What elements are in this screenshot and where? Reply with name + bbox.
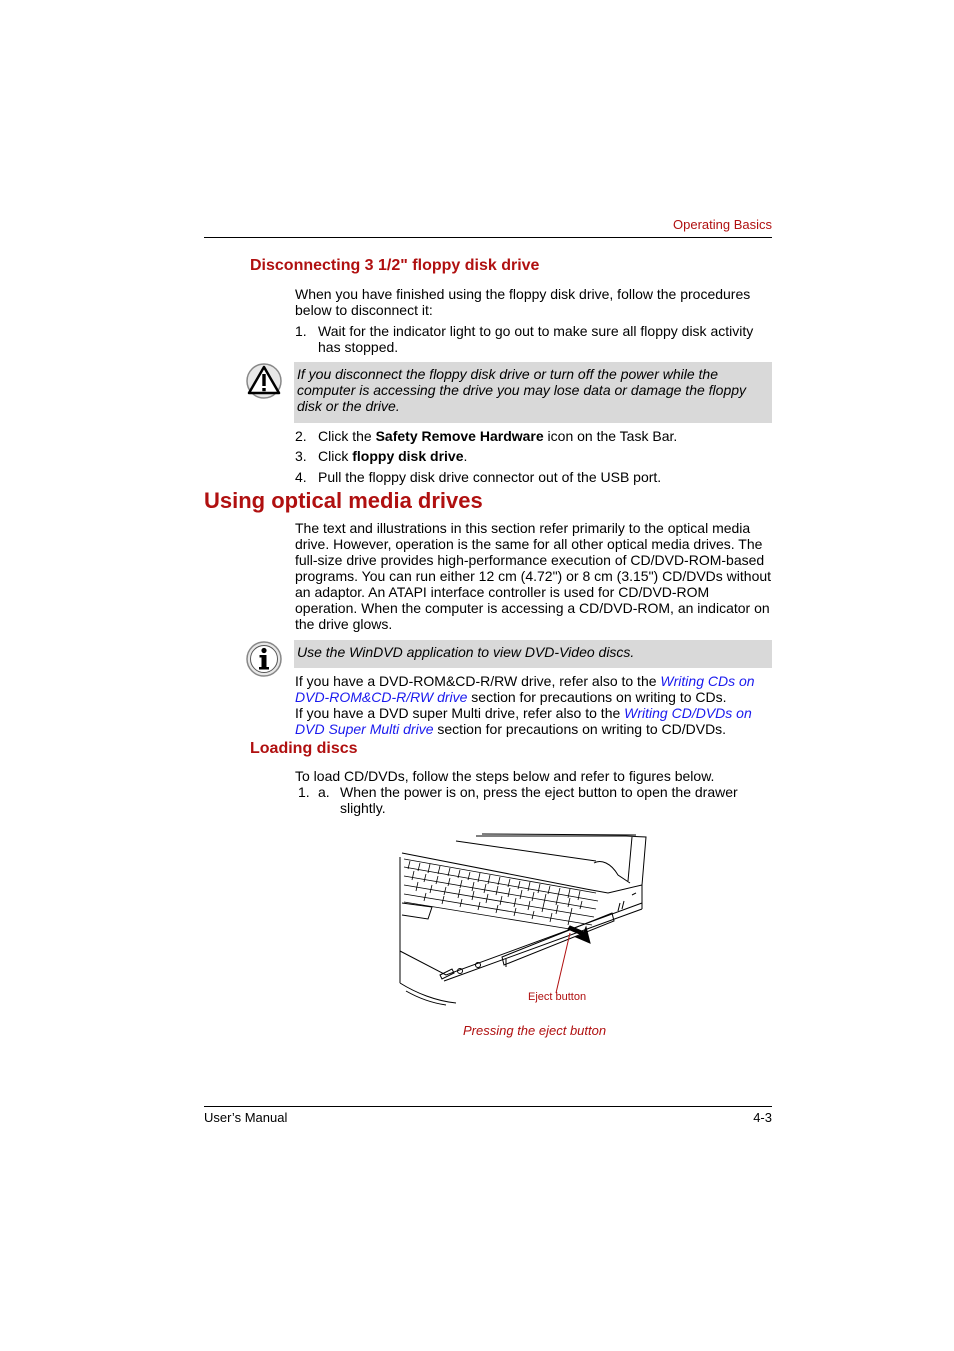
paragraph-cd-rw: If you have a DVD-ROM&CD-R/RW drive, refer also to the Writing CDs on DVD-ROM&CD-R/RW drive section for precautions on writing to CDs. [295, 673, 755, 705]
step-text: Wait for the indicator light to go out to make sure all floppy disk activity has stopped. [318, 323, 754, 355]
figure-caption: Pressing the eject button [463, 1023, 607, 1038]
info-note: Use the WinDVD application to view DVD-Video discs. [294, 640, 772, 668]
footer-manual-title: User’s Manual [204, 1110, 288, 1125]
step-text: Click floppy disk drive. [318, 448, 468, 464]
step-number: 4. [295, 469, 307, 485]
section-heading-floppy: Disconnecting 3 1/2" floppy disk drive [250, 257, 540, 274]
link-writing-cd-dvds[interactable]: Writing CD/DVDs on DVD Super Multi drive [295, 705, 752, 737]
step-text: Click the Safety Remove Hardware icon on the Task Bar. [318, 428, 678, 444]
optical-intro: The text and illustrations in this section refer primarily to the optical media drive. However, operation is the same for all other optical media drives. The full-size drive provides high-performance execution of CD/DVD-ROM-based programs. You can run either 12 cm (4.72") or 8 cm (3.15") CD/DVDs without an adaptor. An ATAPI interface controller is used for CD/DVD-ROM operation. When the computer is accessing a CD/DVD-ROM, an indicator on the drive glows. [295, 520, 772, 632]
page-number: 4-3 [753, 1110, 772, 1125]
link-writing-cds[interactable]: Writing CDs on DVD-ROM&CD-R/RW drive [295, 673, 755, 705]
warning-note: If you disconnect the floppy disk drive or turn off the power while the computer is accessing the drive you may lose data or damage the floppy disk or the drive. [294, 362, 772, 423]
step-number: 3. [295, 448, 307, 464]
footer-rule [204, 1106, 772, 1107]
eject-button-callout: Eject button [528, 991, 587, 1003]
running-header: Operating Basics [673, 217, 772, 232]
step-number: 1. [295, 323, 307, 339]
step-number: 2. [295, 428, 307, 444]
info-icon [245, 640, 283, 678]
section-heading-loading: Loading discs [250, 740, 358, 757]
paragraph-super-multi: If you have a DVD super Multi drive, refer also to the Writing CD/DVDs on DVD Super Multi drive section for precautions on writing to CD/DVDs. [295, 705, 752, 737]
warning-icon [245, 362, 283, 400]
step-text: Pull the floppy disk drive connector out of the USB port. [318, 469, 662, 485]
step-sub-letter: a. [318, 784, 330, 800]
step-number: 1. [298, 784, 310, 800]
step-text: When the power is on, press the eject button to open the drawer slightly. [340, 784, 738, 816]
header-rule [204, 237, 772, 238]
laptop-eject-figure [396, 833, 650, 1009]
loading-intro: To load CD/DVDs, follow the steps below and refer to figures below. [295, 768, 715, 784]
section-heading-optical: Using optical media drives [204, 488, 483, 513]
floppy-intro: When you have finished using the floppy disk drive, follow the procedures below to disconnect it: [295, 286, 751, 318]
